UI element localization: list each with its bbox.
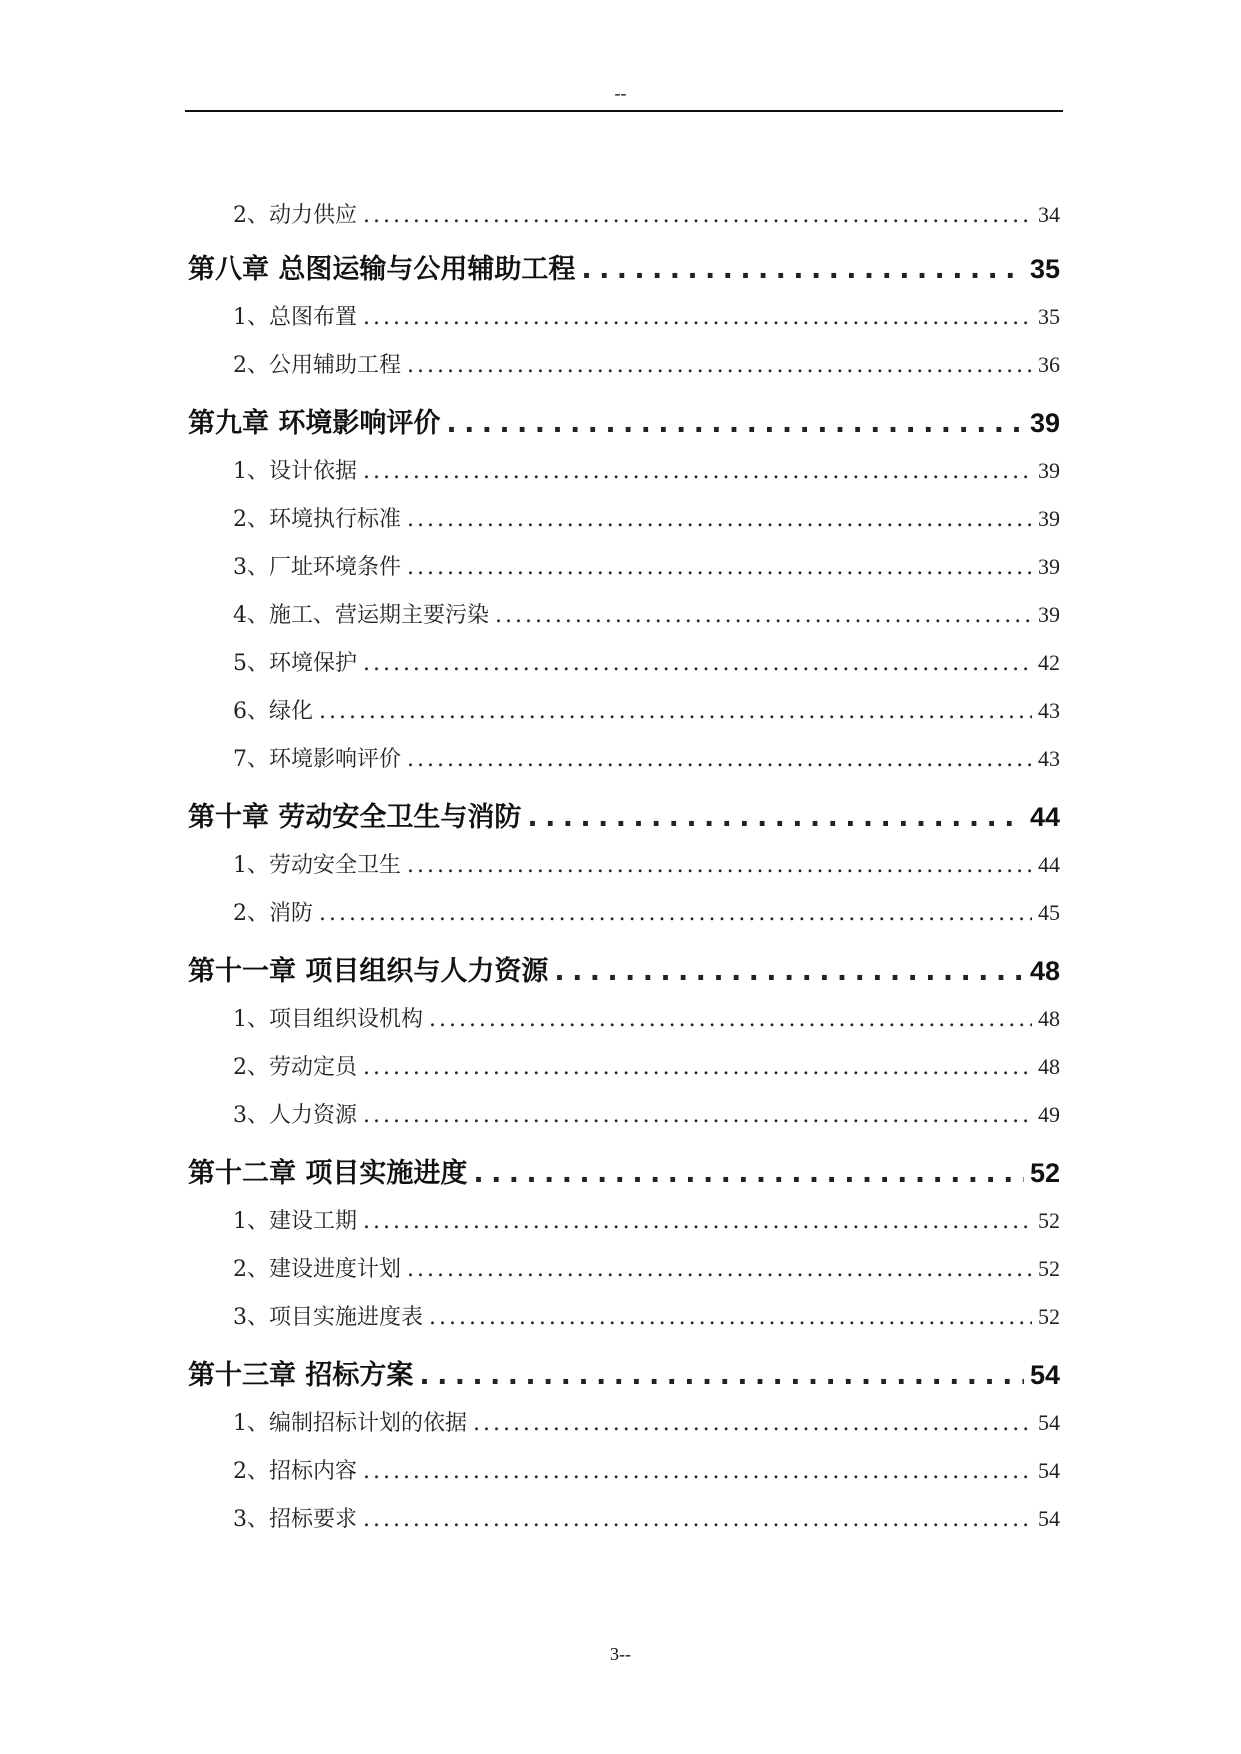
- toc-section-entry: [233, 742, 1060, 773]
- toc-entry-label: 1、总图布置: [233, 305, 357, 330]
- toc-chapter-entry: [188, 949, 1060, 988]
- toc-leader-dots: [495, 603, 1032, 628]
- toc-leader-dots: [319, 699, 1032, 724]
- toc-entry-page-number: 54: [1038, 1506, 1060, 1531]
- toc-entry-label: 第八章 总图运输与公用辅助工程: [188, 254, 576, 285]
- toc-entry-label: 2、公用辅助工程: [233, 353, 401, 378]
- toc-entry-label: 5、环境保护: [233, 651, 357, 676]
- toc-entry-label: 2、环境执行标准: [233, 507, 401, 532]
- toc-entry-page-number: 35: [1029, 254, 1060, 284]
- header-mark: --: [614, 83, 627, 103]
- toc-leader-dots: [473, 1411, 1032, 1436]
- toc-chapter-entry: [188, 247, 1060, 286]
- toc-chapter-entry: [188, 795, 1060, 834]
- toc-entry-label: 3、招标要求: [233, 1507, 357, 1532]
- toc-section-entry: [233, 1502, 1060, 1533]
- toc-entry-label: 1、项目组织设机构: [233, 1007, 423, 1032]
- toc-entry-label: 第十章 劳动安全卫生与消防: [188, 802, 522, 833]
- toc-entry-page-number: 52: [1038, 1256, 1060, 1281]
- toc-entry-label: 第十一章 项目组织与人力资源: [188, 956, 549, 987]
- toc-section-entry: [233, 348, 1060, 379]
- toc-entry-page-number: 39: [1029, 408, 1060, 438]
- toc-entry-label: 1、设计依据: [233, 459, 357, 484]
- toc-entry-label: 2、建设进度计划: [233, 1257, 401, 1282]
- toc-leader-dots: [554, 956, 1024, 987]
- toc-entry-page-number: 49: [1038, 1102, 1060, 1127]
- toc-entry-page-number: 39: [1038, 602, 1060, 627]
- toc-leader-dots: [319, 901, 1032, 926]
- toc-entry-page-number: 54: [1029, 1360, 1060, 1390]
- toc-leader-dots: [363, 651, 1032, 676]
- toc-section-entry: [233, 1002, 1060, 1033]
- toc-entry-page-number: 54: [1038, 1458, 1060, 1483]
- toc-leader-dots: [407, 1257, 1032, 1282]
- toc-section-entry: [233, 896, 1060, 927]
- toc-section-entry: [233, 1454, 1060, 1485]
- toc-entry-page-number: 44: [1038, 852, 1060, 877]
- toc-entry-label: 2、消防: [233, 901, 313, 926]
- toc-leader-dots: [419, 1360, 1024, 1391]
- toc-entry-page-number: 45: [1038, 900, 1060, 925]
- toc-section-entry: [233, 454, 1060, 485]
- toc-leader-dots: [363, 1103, 1032, 1128]
- toc-leader-dots: [407, 853, 1032, 878]
- toc-section-entry: [233, 848, 1060, 879]
- toc-leader-dots: [363, 1209, 1032, 1234]
- toc-leader-dots: [527, 802, 1024, 833]
- toc-chapter-entry: [188, 1151, 1060, 1190]
- toc-entry-page-number: 39: [1038, 506, 1060, 531]
- toc-section-entry: [233, 300, 1060, 331]
- toc-leader-dots: [407, 353, 1032, 378]
- toc-section-entry: [233, 1406, 1060, 1437]
- toc-entry-label: 2、劳动定员: [233, 1055, 357, 1080]
- toc-leader-dots: [363, 1055, 1032, 1080]
- toc-entry-label: 第十三章 招标方案: [188, 1360, 414, 1391]
- toc-section-entry: [233, 550, 1060, 581]
- toc-section-entry: [233, 502, 1060, 533]
- toc-entry-page-number: 39: [1038, 458, 1060, 483]
- toc-entry-page-number: 39: [1038, 554, 1060, 579]
- toc-leader-dots: [446, 408, 1024, 439]
- toc-entry-label: 3、人力资源: [233, 1103, 357, 1128]
- toc-entry-label: 1、编制招标计划的依据: [233, 1411, 467, 1436]
- toc-chapter-entry: [188, 1353, 1060, 1392]
- toc-leader-dots: [407, 507, 1032, 532]
- toc-entry-label: 1、劳动安全卫生: [233, 853, 401, 878]
- toc-entry-label: 3、厂址环境条件: [233, 555, 401, 580]
- toc-entry-page-number: 34: [1038, 202, 1060, 227]
- toc-entry-label: 2、动力供应: [233, 203, 357, 228]
- toc-leader-dots: [363, 305, 1032, 330]
- toc-entry-label: 3、项目实施进度表: [233, 1305, 423, 1330]
- toc-chapter-entry: [188, 401, 1060, 440]
- toc-entry-page-number: 48: [1029, 956, 1060, 986]
- toc-entry-label: 第十二章 项目实施进度: [188, 1158, 468, 1189]
- toc-entry-page-number: 36: [1038, 352, 1060, 377]
- toc-section-entry: [233, 1300, 1060, 1331]
- toc-section-entry: [233, 646, 1060, 677]
- toc-leader-dots: [429, 1007, 1032, 1032]
- footer-page-number: 3--: [610, 1644, 631, 1664]
- toc-entry-label: 7、环境影响评价: [233, 747, 401, 772]
- toc-entry-page-number: 54: [1038, 1410, 1060, 1435]
- toc-section-entry: [233, 1252, 1060, 1283]
- toc-leader-dots: [363, 203, 1032, 228]
- toc-entry-page-number: 43: [1038, 746, 1060, 771]
- toc-entry-page-number: 35: [1038, 304, 1060, 329]
- toc-section-entry: [233, 1204, 1060, 1235]
- toc-entry-page-number: 43: [1038, 698, 1060, 723]
- toc-entry-page-number: 48: [1038, 1006, 1060, 1031]
- toc-entry-label: 第九章 环境影响评价: [188, 408, 441, 439]
- toc-entry-page-number: 42: [1038, 650, 1060, 675]
- toc-section-entry: [233, 1098, 1060, 1129]
- toc-entry-label: 6、绿化: [233, 699, 313, 724]
- toc-entry-page-number: 52: [1029, 1158, 1060, 1188]
- toc-section-entry: [233, 598, 1060, 629]
- toc-section-entry: [233, 694, 1060, 725]
- toc-entry-label: 2、招标内容: [233, 1459, 357, 1484]
- toc-section-entry: [233, 198, 1060, 229]
- toc-entry-page-number: 52: [1038, 1304, 1060, 1329]
- toc-leader-dots: [581, 254, 1024, 285]
- toc-entry-page-number: 52: [1038, 1208, 1060, 1233]
- toc-entry-label: 4、施工、营运期主要污染: [233, 603, 489, 628]
- toc-leader-dots: [363, 459, 1032, 484]
- toc-entry-page-number: 44: [1029, 802, 1060, 832]
- toc-leader-dots: [363, 1507, 1032, 1532]
- toc-leader-dots: [407, 555, 1032, 580]
- toc-entry-label: 1、建设工期: [233, 1209, 357, 1234]
- toc-leader-dots: [473, 1158, 1024, 1189]
- toc-section-entry: [233, 1050, 1060, 1081]
- toc-leader-dots: [407, 747, 1032, 772]
- toc-leader-dots: [363, 1459, 1032, 1484]
- toc-leader-dots: [429, 1305, 1032, 1330]
- toc-entry-page-number: 48: [1038, 1054, 1060, 1079]
